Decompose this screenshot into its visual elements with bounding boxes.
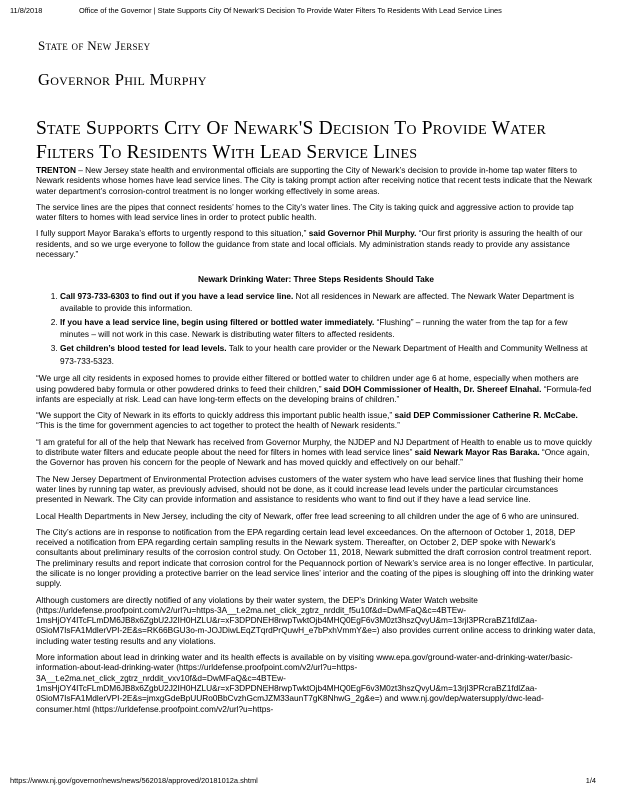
dateline: TRENTON: [36, 165, 76, 175]
print-url: https://www.nj.gov/governor/news/news/562018/approved/20181012a.shtml: [10, 776, 258, 785]
paragraph-epa: The City’s actions are in response to notification from the EPA regarding certain lead level exceedances. On the afternoon of October 1, 2018, DEP received a notification from EPA regarding certain sampling results in the Newark system. Thereafter, on October 2, DEP spoke with Newark’s consultants about preliminary results of the corrosion control study. On October 11, 2018, Newark submitted the draft corrosion control treatment report. The preliminary results and report indicate that corrosion control for the Pequannock portion of Newark’s service area is no longer effective. In particular, the silicate is no longer providing a protective barrier on the lead service lines’ interior and the coating of the pipes is sloughing off into the drinking water supply.: [36, 526, 594, 589]
state-link[interactable]: State of New Jersey: [38, 38, 151, 53]
article-body: [36, 165, 596, 720]
paragraph-more-info: More information about lead in drinking water and its health effects is available on by visiting www.epa.gov/ground-water-and-drinking-water/basic-information-about-lead-drinking-water (https://urldefense.proofpoint.com/v2/url?u=https-3A__t.e2ma.net_click_zgtrz_nrddit_vxv10f&d=DwMFaQ&c=4BTEw-1msHjOY4ITcFLmDM6JB8x6ZgbU2J2IH0HZLU&r=xF3DPDNEH8rwpTwktOjb4MHQ0EgF6v3M0zt3hszQvyU&m=13rjl3PRcraBZ1fdlZaa-0SioM7IsFA1MdlerVPI-2E&s=jmxgGdeBpUURo0BbCvzhGcmJZM33aunT7gK8NhwG_2g&e=) and www.nj.gov/dep/watersupply/dwc-lead-consumer.html (https://urldefense.proofpoint.com/v2/url?u=https-: [36, 652, 573, 714]
step-lead: Call 973-733-6303 to find out if you have a lead service line.: [60, 290, 294, 301]
intro-text: – New Jersey state health and environmental officials are supporting the City of Newark’s decision to provide in-home tap water filters to Newark residents whose homes have lead service lines. The City is taking prompt action after receiving notice that recent tests indicate that the Newark water department’s corrosion-control treatment is no longer working effectively in some areas.: [36, 165, 593, 196]
quote-text: “We support the City of Newark in its efforts to quickly address this important public health issue,”: [36, 410, 395, 421]
paragraph-dep-advice: The New Jersey Department of Environmental Protection advises customers of the water system who have lead service lines that flushing their home water lines by running tap water, as previously advised, should not be done, as it could increase lead levels under the particular circumstances presented in Newark. The City can provide information and assistance to residents who want to find out if they have a lead service line.: [36, 473, 584, 505]
article-headline: State Supports City Of Newark'S Decision To Provide Water Filters To Residents With Lead Service Lines: [36, 118, 546, 163]
print-footer: [10, 776, 610, 785]
quote-text: “Our first priority is assuring the health of our residents, and so we urge everyone to follow the guidance from state and local officials. My administration stands ready to provide any assistance necessary.”: [36, 228, 583, 260]
quote-text: “Once again, the Governor has proven his concern for the people of Newark and has moved quickly and effectively on our behalf.”: [36, 447, 590, 468]
steps-list: [36, 290, 596, 368]
quote-text: “Formula-fed infants are especially at risk. Lead can have long-term effects on the developing brains of children.”: [36, 383, 592, 404]
step-item: [60, 290, 596, 315]
paragraph-drinking-water-watch: Although customers are directly notified of any violations by their water system, the DEP’s Drinking Water Watch website (https://urldefense.proofpoint.com/v2/url?u=https-3A__t.e2ma.net_click_zgtrz_nrddit_f5u10f&d=DwMFaQ&c=4BTEw-1msHjOY4ITcFLmDM6JB8x6ZgbU2J2IH0HZLU&r=xF3DPDNEH8rwpTwktOjb4MHQ0EgF6v3M0zt3hszQvyU&m=13rjl3PRcraBZ1fdlZaa-0SioM7IsFA1MdlerVPI-2E&s=RK66BGU3o-m-JOJDiwLEqZTqrdPrQuwH_e7bPxhVmmY&e=) also provides current online access to drinking water data, including water testing results and any violations.: [36, 594, 596, 646]
quote-text: “This is the time for government agencies to act together to protect the health of Newark residents.”: [36, 420, 400, 431]
step-lead: If you have a lead service line, begin using filtered or bottled water immediately.: [60, 316, 375, 327]
paragraph-doh-quote: [36, 373, 596, 404]
quote-text: “We urge all city residents in exposed homes to provide either filtered or bottled water to children under age 6 at home, especially when mothers are using powdered baby formula or other powdered drinks to feed their children,”: [36, 373, 579, 394]
quote-attribution: said DEP Commissioner Catherine R. McCabe.: [394, 410, 578, 421]
step-lead: Get children’s blood tested for lead levels.: [60, 343, 227, 354]
steps-title: Newark Drinking Water: Three Steps Residents Should Take: [197, 274, 435, 285]
paragraph-governor-quote: [36, 228, 596, 259]
step-item: [60, 316, 596, 341]
print-date: 11/8/2018: [10, 6, 43, 15]
paragraph-dep-quote: [36, 410, 596, 431]
governor-link[interactable]: Governor Phil Murphy: [38, 70, 207, 89]
quote-attribution: said DOH Commissioner of Health, Dr. Shereef Elnahal.: [323, 383, 542, 394]
paragraph-mayor-quote: [36, 437, 596, 468]
quote-attribution: said Newark Mayor Ras Baraka.: [414, 447, 540, 458]
step-text: Talk to your health care provider or the Newark Department of Health and Community Wellness at 973-733-5323.: [60, 343, 588, 366]
step-text: Not all residences in Newark are affected. The Newark Water Department is available to provide this information.: [60, 290, 575, 314]
quote-text: “I am grateful for all of the help that Newark has received from Governor Murphy, the NJDEP and NJ Department of Health to enable us to move quickly to distribute water filters and educate people about the need for filters in homes with lead service lines”: [36, 436, 592, 458]
paragraph-service-lines: The service lines are the pipes that connect residents’ homes to the City’s water lines. The City is taking quick and aggressive action to provide tap water filters to homes with lead service lines in order to protect public health.: [36, 201, 574, 223]
paragraph-intro: [36, 165, 596, 196]
quote-text: I fully support Mayor Baraka’s efforts to urgently respond to this situation,”: [36, 228, 309, 239]
page-number: 1/4: [585, 776, 596, 785]
step-text: “Flushing” – running the water from the tap for a few minutes – will not work in this case. Newark is distributing water filters to affected residents.: [60, 316, 568, 340]
print-page-title: Office of the Governor | State Supports City Of Newark'S Decision To Provide Water Filters To Residents With Lead Service Lines: [79, 6, 502, 15]
paragraph-local-health: Local Health Departments in New Jersey, including the city of Newark, offer free lead screening to all children under the age of 6 who are uninsured.: [36, 510, 579, 521]
step-item: [60, 342, 596, 367]
quote-attribution: said Governor Phil Murphy.: [308, 228, 417, 239]
